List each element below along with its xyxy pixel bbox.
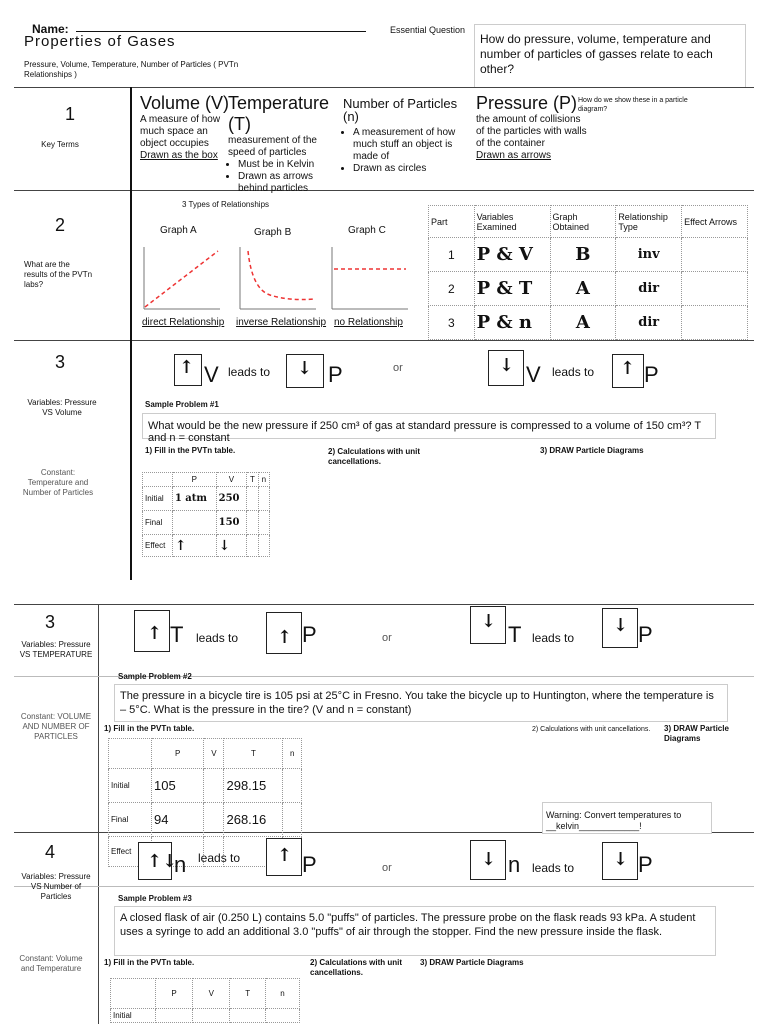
pvtn-cell <box>109 739 152 769</box>
volume-definition: A measure of how much space an object occupies <box>140 114 221 149</box>
volume-drawn: Drawn as the box <box>140 150 218 161</box>
rel-header-type: Relationship Type <box>616 206 682 238</box>
pvtn-cell: P <box>172 473 216 487</box>
pressure-title: Pressure (P) <box>476 93 578 113</box>
s4-or: or <box>382 632 392 644</box>
page-title: Properties of Gases <box>24 33 176 50</box>
section-4-label: Variables: Pressure VS TEMPERATURE <box>19 640 93 659</box>
s5-right-box-2[interactable] <box>602 842 638 880</box>
s4-right-box[interactable] <box>266 612 302 654</box>
pvtn-cell: n <box>258 473 269 487</box>
essential-question-text: How do pressure, volume, temperature and number of particles of gasses relate to each other? <box>480 32 713 76</box>
s5-sample-label: Sample Problem #3 <box>118 894 192 903</box>
down-arrow-icon: ↓ <box>613 615 629 636</box>
s3-pvtn-table <box>142 472 270 557</box>
pvtn-cell[interactable] <box>247 487 259 511</box>
graph-a-relationship: direct Relationship <box>142 317 225 328</box>
rel-cell[interactable]: dir <box>616 272 682 306</box>
pvtn-cell: n <box>265 979 299 1009</box>
rel-cell[interactable] <box>682 238 748 272</box>
pvtn-cell <box>111 979 156 1009</box>
pressure-definition: the amount of collisions of the particles with walls of the container <box>476 114 587 149</box>
s5-step-2: 2) Calculations with unit cancellations. <box>310 958 403 977</box>
particles-title: Number of Particles (n) <box>343 96 458 124</box>
rel-cell[interactable]: inv <box>616 238 682 272</box>
pvtn-cell[interactable]: 268.16 <box>224 803 283 837</box>
pvtn-cell: n <box>283 739 302 769</box>
section-2-label: What are the results of the PVTn labs? <box>24 260 93 289</box>
s4-left-box[interactable] <box>134 610 170 652</box>
volume-title: Volume (V) <box>140 93 230 113</box>
s3-sample-label: Sample Problem #1 <box>145 400 219 409</box>
section-3-label: Variables: Pressure VS Volume <box>27 398 97 417</box>
s5-left-box[interactable] <box>138 842 178 880</box>
s4-left-var-2: T <box>508 622 522 647</box>
pvtn-cell: V <box>216 473 247 487</box>
graph-a-title: Graph A <box>160 225 197 236</box>
s4-right-var-2: P <box>638 622 653 647</box>
s5-or: or <box>382 862 392 874</box>
s3-right-var-2: P <box>644 362 659 387</box>
graph-a-curve <box>145 251 218 307</box>
pvtn-cell[interactable]: ↓ <box>216 535 247 557</box>
pvtn-cell[interactable] <box>156 1009 193 1023</box>
table-row <box>109 803 302 837</box>
table-row <box>109 769 302 803</box>
divider-1 <box>14 87 754 88</box>
section-1-number: 1 <box>64 104 75 124</box>
pvtn-cell[interactable] <box>230 1009 266 1023</box>
table-row <box>143 487 270 511</box>
pressure-drawn: Drawn as arrows <box>476 150 552 161</box>
pvtn-cell[interactable] <box>283 803 302 837</box>
s5-left-box-2[interactable] <box>470 840 506 880</box>
rel-cell: 1 <box>429 238 475 272</box>
pvtn-cell <box>143 473 173 487</box>
rel-cell: 2 <box>429 272 475 306</box>
table-row <box>111 1009 300 1023</box>
section-5-label: Variables: Pressure VS Number of Particles <box>21 872 91 901</box>
s3-leads-to-2: leads to <box>552 365 595 379</box>
pvtn-cell: Final <box>143 511 173 535</box>
section-3-number: 3 <box>54 352 65 372</box>
rel-cell[interactable]: dir <box>616 306 682 340</box>
s3-leads-to: leads to <box>228 365 271 379</box>
graph-c <box>330 245 410 311</box>
pvtn-cell: Initial <box>143 487 173 511</box>
down-arrow-icon: ↓ <box>499 355 515 376</box>
particles-bullet-1: • A measurement of how much stuff an object is made of <box>353 127 473 163</box>
s4-right-var: P <box>302 622 317 647</box>
rel-cell[interactable]: P & T <box>474 272 550 306</box>
pvtn-cell[interactable] <box>172 511 216 535</box>
pvtn-cell[interactable]: 298.15 <box>224 769 283 803</box>
up-arrow-icon: ↑ <box>147 623 163 644</box>
pvtn-cell: T <box>230 979 266 1009</box>
s3-left-var-2: V <box>526 362 541 387</box>
graph-b-relationship: inverse Relationship <box>236 317 327 328</box>
graph-b-curve <box>248 251 314 300</box>
section-4-number: 3 <box>44 612 55 632</box>
s4-problem-text: The pressure in a bicycle tire is 105 psi at 25°C in Fresno. You take the bicycle up to Huntington, where the temperature is – 5°C. What is the pressure in the tire? (V and n = constant) <box>120 690 714 716</box>
pvtn-cell[interactable] <box>193 1009 230 1023</box>
rel-cell[interactable]: P & n <box>474 306 550 340</box>
section-4-constant: Constant: VOLUME AND NUMBER OF PARTICLES <box>20 712 92 741</box>
section-3-constant: Constant: Temperature and Number of Particles <box>22 468 94 497</box>
section-1-label: Key Terms <box>41 140 79 149</box>
pvtn-cell: V <box>193 979 230 1009</box>
s4-warning-text: Warning: Convert temperatures to __kelvin____________! <box>546 810 682 831</box>
s5-pvtn-table <box>110 978 300 1023</box>
pvtn-cell[interactable] <box>204 769 224 803</box>
s3-left-var: V <box>204 362 219 387</box>
s4-step-1: 1) Fill in the PVTn table. <box>104 724 195 733</box>
down-arrow-icon: ↓ <box>481 849 497 870</box>
s5-right-var: P <box>302 852 317 877</box>
pvtn-cell[interactable] <box>204 803 224 837</box>
section-5-constant: Constant: Volume and Temperature <box>19 954 83 973</box>
s5-left-var-2: n <box>508 852 521 877</box>
pvtn-cell[interactable] <box>258 487 269 511</box>
s4-left-box-2[interactable] <box>470 606 506 644</box>
pvtn-cell[interactable] <box>283 769 302 803</box>
pvtn-cell[interactable]: 94 <box>152 803 204 837</box>
pvtn-cell: Initial <box>109 769 152 803</box>
rel-cell[interactable]: A <box>550 306 616 340</box>
s4-leads-to: leads to <box>196 631 239 645</box>
divider-3 <box>14 340 754 341</box>
left-vertical-rule-2 <box>98 604 99 1024</box>
table-row <box>143 535 270 557</box>
rel-cell[interactable]: P & V <box>474 238 550 272</box>
pvtn-cell: T <box>224 739 283 769</box>
up-arrow-icon: ↑ <box>277 845 293 866</box>
rel-cell[interactable]: B <box>550 238 616 272</box>
rel-header-part: Part <box>429 206 475 238</box>
s4-step-3: 3) DRAW Particle Diagrams <box>664 724 729 743</box>
up-arrow-icon: ↑↓ <box>147 851 178 872</box>
pvtn-cell: Final <box>109 803 152 837</box>
pvtn-cell[interactable] <box>265 1009 299 1023</box>
s4-right-box-2[interactable] <box>602 608 638 648</box>
up-arrow-icon: ↑ <box>620 358 636 379</box>
s4-sample-label: Sample Problem #2 <box>118 672 192 681</box>
s5-leads-to-2: leads to <box>532 861 575 875</box>
pvtn-cell[interactable]: 1 atm <box>172 487 216 511</box>
table-row <box>143 511 270 535</box>
section-2-number: 2 <box>54 215 65 235</box>
pvtn-cell[interactable] <box>247 511 259 535</box>
s4-left-var: T <box>170 622 184 647</box>
s5-step-1: 1) Fill in the PVTn table. <box>104 958 195 967</box>
s5-leads-to: leads to <box>198 851 241 865</box>
s4-leads-to-2: leads to <box>532 631 575 645</box>
graph-a <box>142 245 222 311</box>
s3-step-2: 2) Calculations with unit cancellations. <box>328 447 421 466</box>
relationship-table <box>428 205 748 340</box>
pvtn-cell[interactable]: 250 <box>216 487 247 511</box>
rel-header-graph: Graph Obtained <box>550 206 616 238</box>
rel-cell[interactable] <box>682 272 748 306</box>
s3-right-box[interactable] <box>286 354 324 388</box>
name-line[interactable] <box>76 31 366 32</box>
s3-right-box-2[interactable] <box>612 354 644 388</box>
particles-bullet-2: • Drawn as circles <box>353 163 473 175</box>
graph-b <box>238 245 318 311</box>
down-arrow-icon: ↓ <box>613 849 629 870</box>
s3-left-box[interactable] <box>174 354 202 386</box>
pvtn-cell: T <box>247 473 259 487</box>
page-subtitle: Pressure, Volume, Temperature, Number of Particles ( PVTn Relationships ) <box>24 60 239 79</box>
pvtn-cell[interactable] <box>258 511 269 535</box>
table-row <box>429 306 748 340</box>
rel-cell[interactable] <box>682 306 748 340</box>
rel-cell: 3 <box>429 306 475 340</box>
s3-right-var: P <box>328 362 343 387</box>
s5-right-var-2: P <box>638 852 653 877</box>
pvtn-cell: P <box>152 739 204 769</box>
table-row <box>429 238 748 272</box>
s5-right-box[interactable] <box>266 838 302 876</box>
pvtn-cell[interactable] <box>258 535 269 557</box>
essential-question-label: Essential Question <box>390 25 466 35</box>
s4-step-2: 2) Calculations with unit cancellations. <box>532 726 651 733</box>
s5-problem-text: A closed flask of air (0.250 L) contains 5.0 "puffs" of particles. The pressure probe on the flask reads 93 kPa. A student uses a syringe to add an additional 3.0 "puffs" of air through the stopper. Find the new pressure inside the flask. <box>120 912 696 938</box>
pvtn-cell: Initial <box>111 1009 156 1023</box>
pvtn-cell: Effect <box>109 837 152 867</box>
divider-4 <box>14 604 754 605</box>
table-row <box>429 272 748 306</box>
s3-step-3: 3) DRAW Particle Diagrams <box>540 446 644 455</box>
particle-diagram-note: How do we show these in a particle diagram? <box>578 97 688 113</box>
down-arrow-icon: ↓ <box>481 611 497 632</box>
graph-b-title: Graph B <box>254 227 292 238</box>
temperature-bullet-2: • Drawn as arrows behind particles <box>238 171 342 195</box>
particles-term <box>343 97 473 175</box>
rel-cell[interactable]: A <box>550 272 616 306</box>
s3-step-1: 1) Fill in the PVTn table. <box>145 446 236 455</box>
pvtn-cell[interactable]: 150 <box>216 511 247 535</box>
pvtn-cell[interactable]: 105 <box>152 769 204 803</box>
pvtn-cell: P <box>156 979 193 1009</box>
rel-header-effect: Effect Arrows <box>682 206 748 238</box>
rel-header-variables: Variables Examined <box>474 206 550 238</box>
graph-c-title: Graph C <box>348 225 386 236</box>
pressure-term <box>476 93 591 162</box>
temperature-title: Temperature (T) <box>228 93 330 134</box>
up-arrow-icon: ↑ <box>179 357 195 378</box>
s3-problem-text: What would be the new pressure if 250 cm³ of gas at standard pressure is compressed to a volume of 150 cm³? T and n = constant <box>148 420 701 444</box>
section-5-number: 4 <box>44 842 55 862</box>
pvtn-cell[interactable]: ↑ <box>172 535 216 557</box>
relationship-types-title: 3 Types of Relationships <box>182 200 270 209</box>
temperature-definition: measurement of the speed of particles <box>228 135 317 158</box>
left-vertical-rule <box>130 87 132 580</box>
s3-left-box-2[interactable] <box>488 350 524 386</box>
temperature-bullet-1: • Must be in Kelvin <box>238 159 342 171</box>
s5-left-var: n <box>174 852 187 877</box>
divider-2 <box>14 190 754 191</box>
pvtn-cell[interactable] <box>247 535 259 557</box>
temperature-term <box>228 93 342 195</box>
graph-c-relationship: no Relationship <box>334 317 403 328</box>
volume-term <box>140 93 230 162</box>
down-arrow-icon: ↓ <box>297 358 313 379</box>
pvtn-cell: V <box>204 739 224 769</box>
divider-7 <box>14 886 754 887</box>
up-arrow-icon: ↑ <box>277 627 293 648</box>
name-label: Name: <box>32 22 69 36</box>
s3-or: or <box>393 362 403 374</box>
pvtn-cell: Effect <box>143 535 173 557</box>
s5-step-3: 3) DRAW Particle Diagrams <box>420 958 524 967</box>
